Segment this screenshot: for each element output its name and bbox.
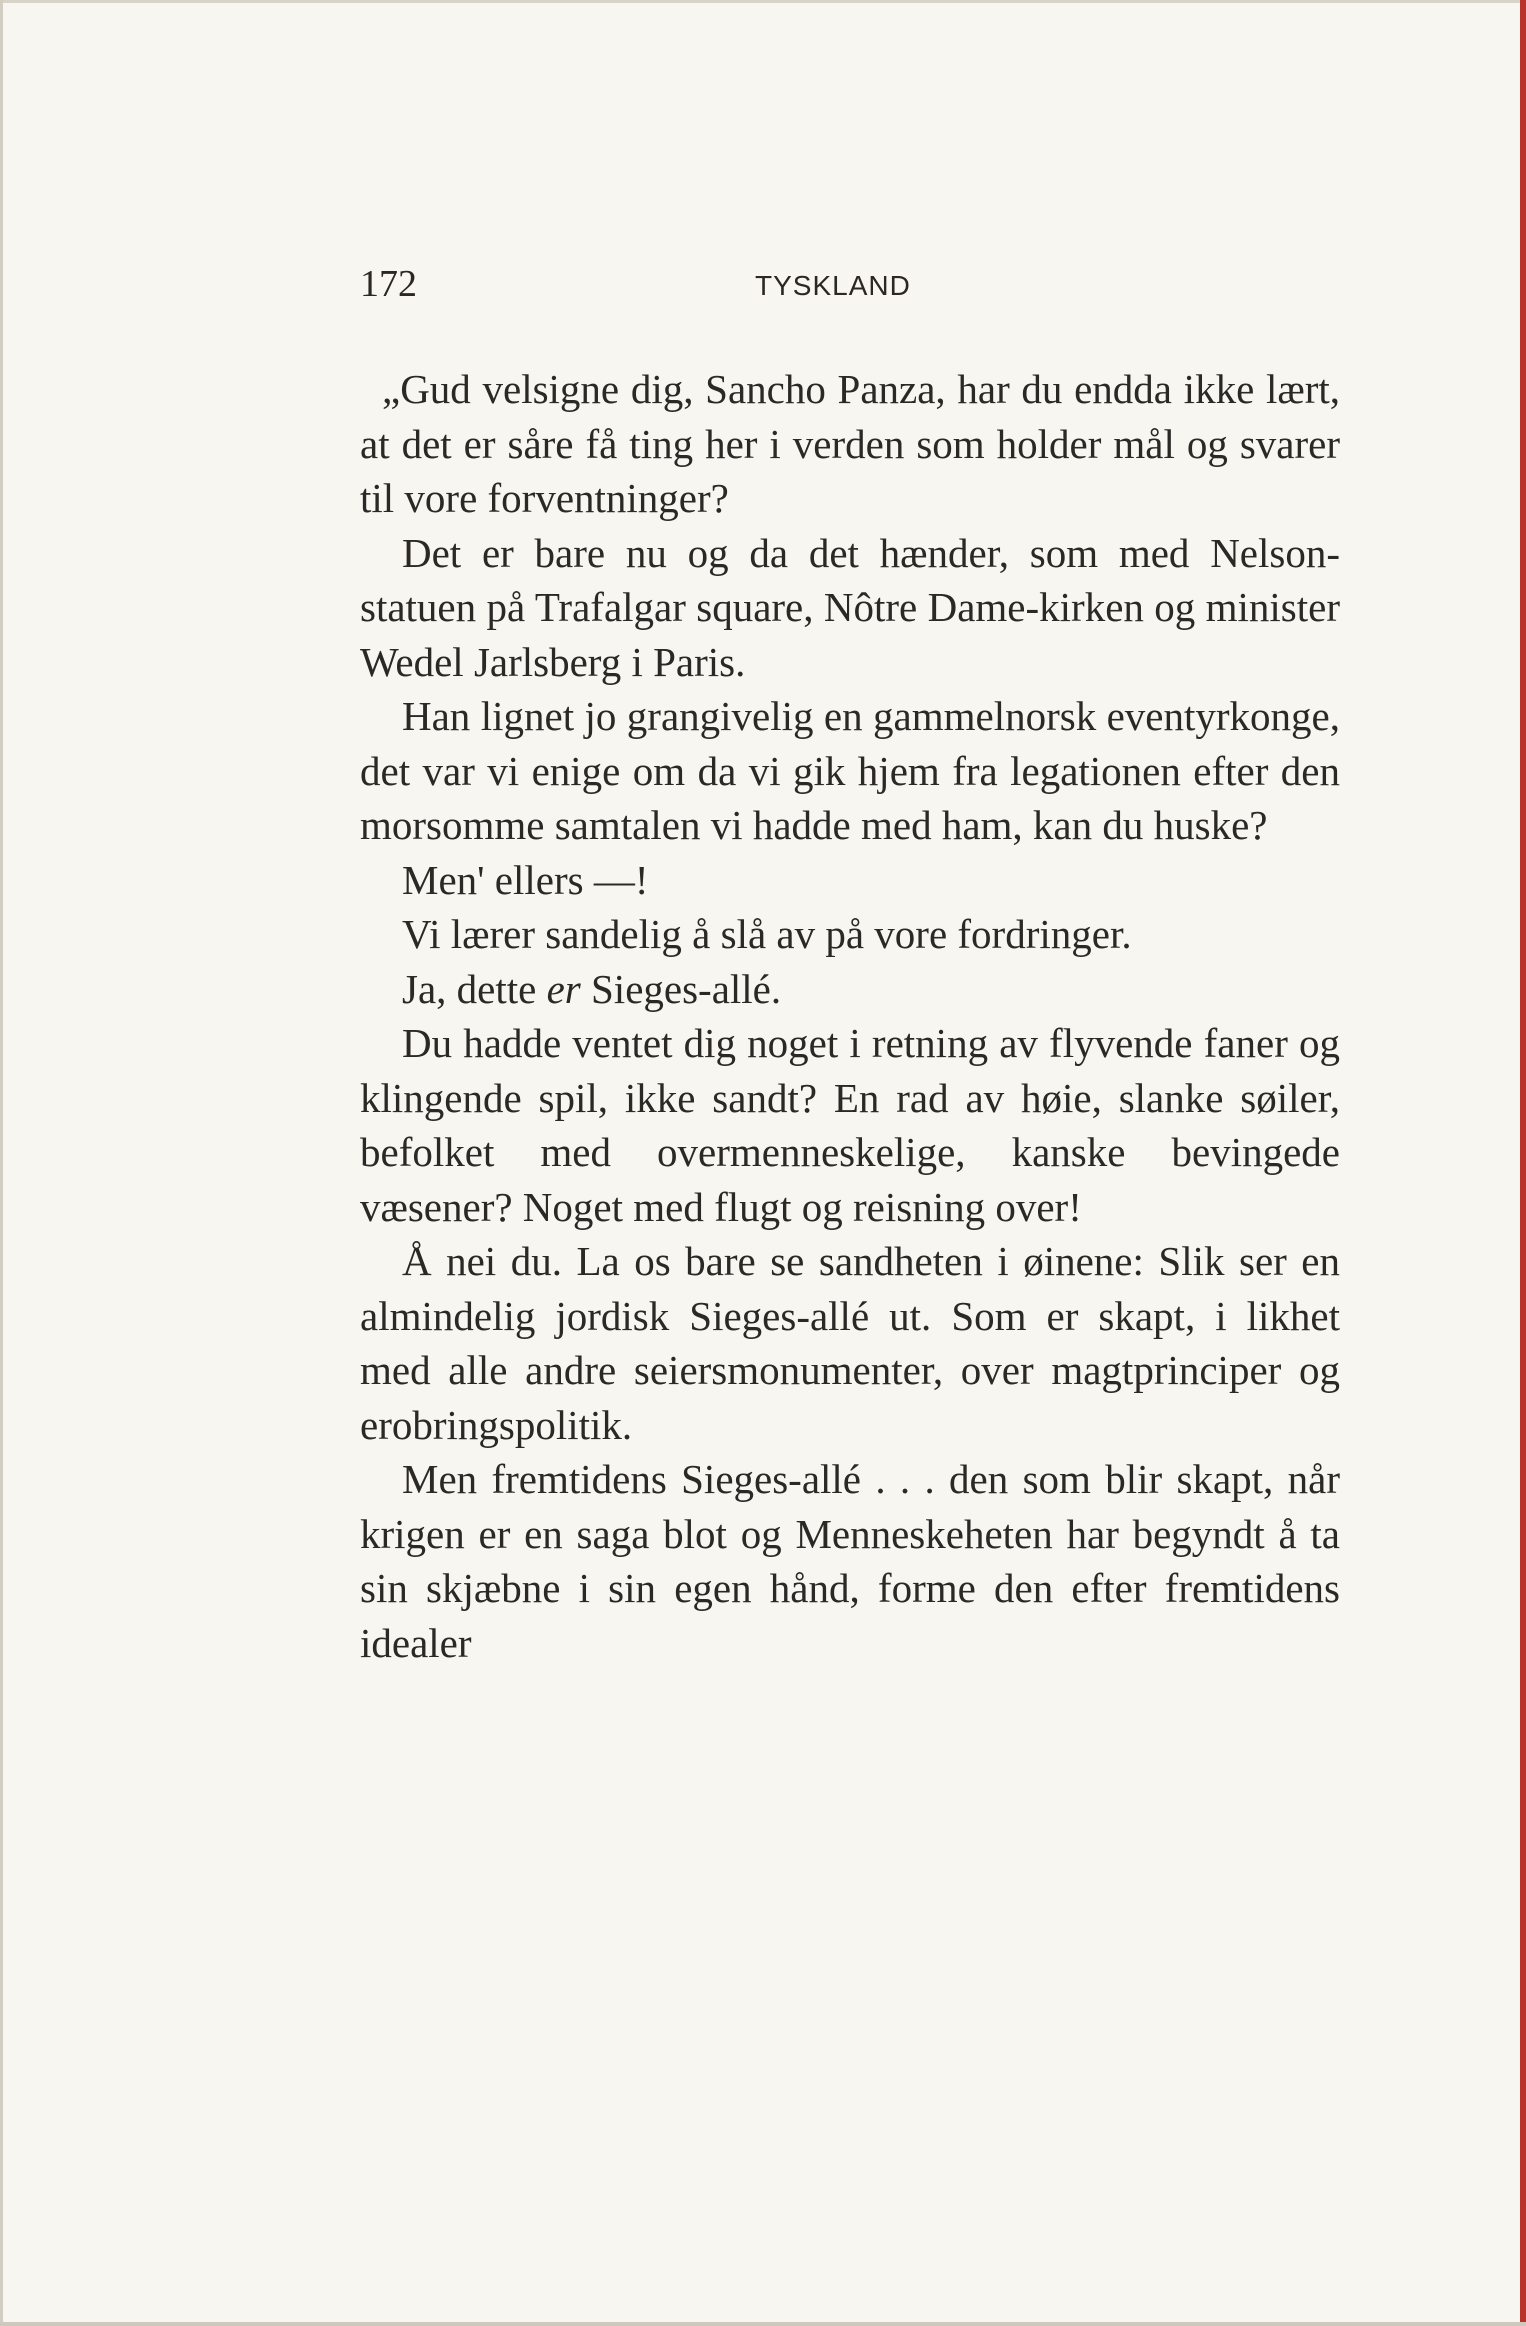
page-number: 172 xyxy=(360,263,417,305)
paragraph-emphasis xyxy=(360,962,1340,1017)
emphasis-italic: er xyxy=(546,965,581,1012)
emphasis-before: Ja, dette xyxy=(402,965,547,1012)
paragraph-1: „Gud velsigne dig, Sancho Panza, har du endda ikke lært, at det er såre få ting her i verden som holder mål og svarer til vore forventninger? xyxy=(360,366,1340,521)
emphasis-after: Sieges-allé. xyxy=(580,965,782,1012)
page-top-edge xyxy=(0,0,1526,3)
paragraph-3: Han lignet jo grangivelig en gammelnorsk eventyrkonge, det var vi enige om da vi gik hjem fra legationen efter den morsomme samtalen vi hadde med ham, kan du huske? xyxy=(360,693,1340,848)
page-bottom-edge xyxy=(0,2322,1526,2326)
running-title: TYSKLAND xyxy=(755,270,911,301)
paragraph-2: Det er bare nu og da det hænder, som med Nelson-statuen på Trafalgar square, Nôtre Dame-kirken og minister Wedel Jarlsberg i Paris. xyxy=(360,529,1340,685)
book-spine-edge xyxy=(1520,0,1526,2326)
paragraph-8: Men fremtidens Sieges-allé . . . den som blir skapt, når krigen er en saga blot og Menneskeheten har begyndt å ta sin skjæbne i sin egen hånd, forme den efter fremtidens idealer xyxy=(360,1456,1340,1666)
paragraph-7: Å nei du. La os bare se sandheten i øinene: Slik ser en almindelig jordisk Sieges-allé ut. Som er skapt, i likhet med alle andre seiersmonumenter, over magtprinciper og erobringspolitik. xyxy=(360,1238,1340,1448)
paragraph-6: Du hadde ventet dig noget i retning av flyvende faner og klingende spil, ikke sandt? En rad av høie, slanke søiler, befolket med overmenneskelige, kanske bevingede væsener? Noget med flugt og reisning over! xyxy=(360,1020,1340,1230)
body-text xyxy=(360,362,1340,1670)
page-left-edge xyxy=(0,0,3,2326)
paragraph-4: Men' ellers —! xyxy=(402,856,649,903)
paragraph-5: Vi lærer sandelig å slå av på vore fordringer. xyxy=(402,911,1132,957)
page-header xyxy=(360,262,1340,312)
